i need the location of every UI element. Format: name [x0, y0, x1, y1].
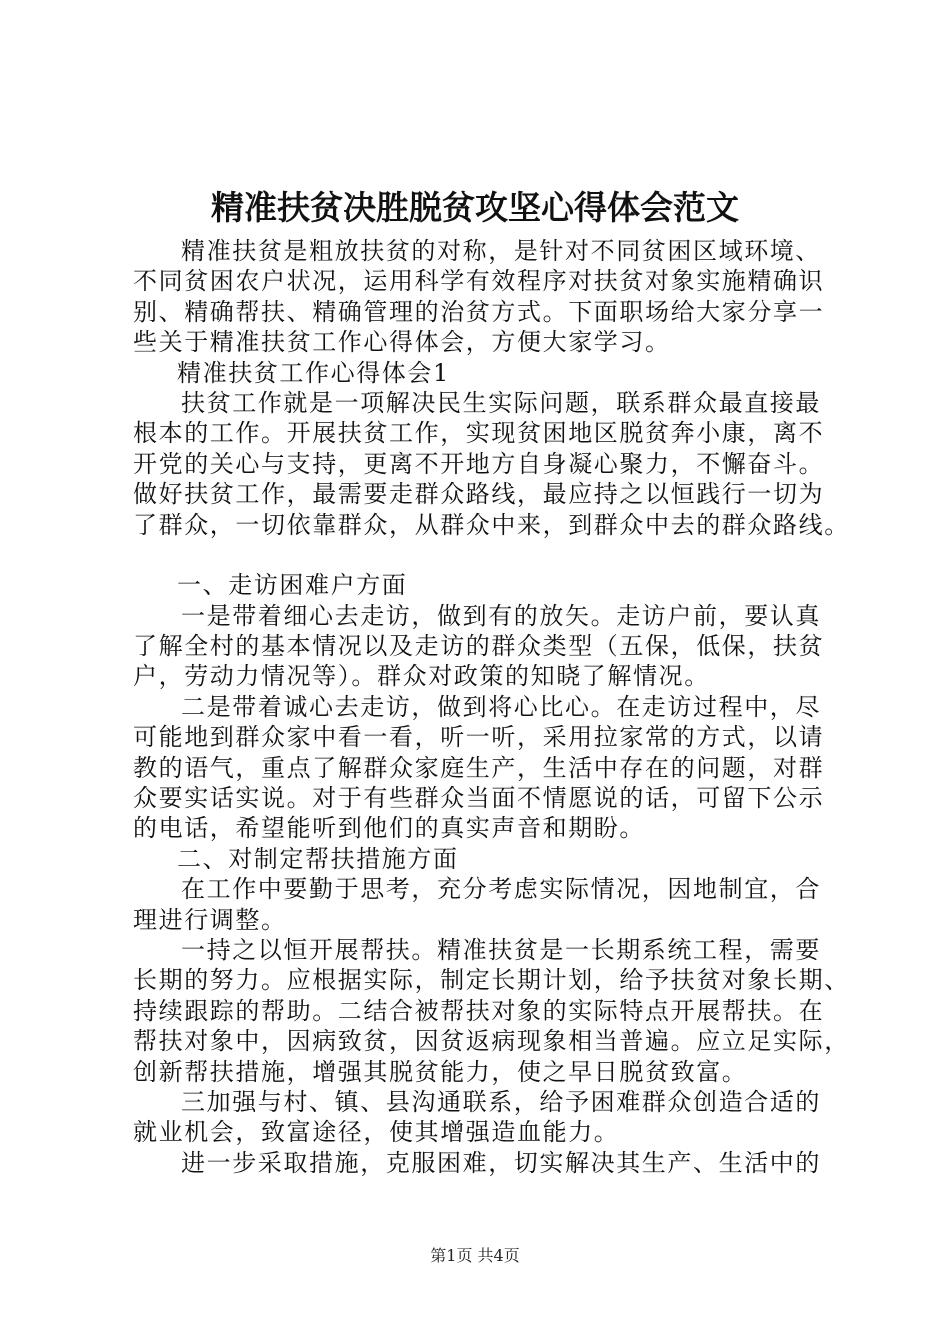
paragraph-line: 一是带着细心去走访，做到有的放矢。走访户前，要认真 [181, 601, 821, 630]
paragraph-line: 众要实话实说。对于有些群众当面不情愿说的话，可留下公示 [133, 784, 825, 813]
paragraph-line: 做好扶贫工作，最需要走群众路线，最应持之以恒践行一切为 [133, 480, 825, 509]
paragraph-line: 三加强与村、镇、县沟通联系，给予困难群众创造合适的 [181, 1087, 821, 1116]
paragraph-line: 长期的努力。应根据实际，制定长期计划，给予扶贫对象长期、 [133, 966, 850, 995]
section-heading: 一、走访困难户方面 [177, 571, 408, 600]
paragraph-line: 精准扶贫是粗放扶贫的对称，是针对不同贫困区域环境、 [181, 237, 821, 265]
paragraph-line: 创新帮扶措施，增强其脱贫能力，使之早日脱贫致富。 [133, 1057, 748, 1086]
paragraph-line: 了解全村的基本情况以及走访的群众类型（五保，低保，扶贫 [133, 632, 825, 661]
paragraph-line: 可能地到群众家中看一看，听一听，采用拉家常的方式，以请 [133, 723, 825, 752]
paragraph-line: 进一步采取措施，克服困难，切实解决其生产、生活中的 [181, 1148, 821, 1177]
page-number-footer: 第1页 共4页 [430, 1246, 520, 1265]
paragraph-line: 就业机会，致富途径，使其增强造血能力。 [133, 1118, 620, 1147]
paragraph-line: 的电话，希望能听到他们的真实声音和期盼。 [133, 814, 645, 843]
document-body [133, 236, 850, 1178]
document-title: 精准扶贫决胜脱贫攻坚心得体会范文 [211, 188, 739, 227]
paragraph-line: 根本的工作。开展扶贫工作，实现贫困地区脱贫奔小康，离不 [133, 419, 825, 448]
paragraph-line: 帮扶对象中，因病致贫，因贫返病现象相当普遍。应立足实际， [133, 1027, 850, 1056]
paragraph-line: 持续跟踪的帮助。二结合被帮扶对象的实际特点开展帮扶。在 [133, 996, 825, 1025]
paragraph-line: 了群众，一切依靠群众，从群众中来，到群众中去的群众路线。 [133, 510, 850, 539]
paragraph-line: 不同贫困农户状况，运用科学有效程序对扶贫对象实施精确识 [133, 267, 825, 296]
paragraph-line: 二是带着诚心去走访，做到将心比心。在走访过程中，尽 [181, 692, 821, 721]
paragraph-line: 开党的关心与支持，更离不开地方自身凝心聚力，不懈奋斗。 [133, 449, 825, 478]
paragraph-line: 扶贫工作就是一项解决民生实际问题，联系群众最直接最 [181, 388, 821, 417]
paragraph-line: 别、精确帮扶、精确管理的治贫方式。下面职场给大家分享一 [133, 297, 825, 326]
paragraph-line: 理进行调整。 [133, 905, 287, 934]
section-heading: 精准扶贫工作心得体会1 [177, 358, 450, 387]
paragraph-line: 些关于精准扶贫工作心得体会，方便大家学习。 [133, 328, 671, 357]
blank-line [133, 540, 833, 570]
paragraph-line: 教的语气，重点了解群众家庭生产，生活中存在的问题，对群 [133, 753, 825, 782]
section-heading: 二、对制定帮扶措施方面 [177, 844, 459, 873]
paragraph-line: 一持之以恒开展帮扶。精准扶贫是一长期系统工程，需要 [181, 935, 821, 964]
paragraph-line: 户，劳动力情况等）。群众对政策的知晓了解情况。 [133, 662, 710, 691]
paragraph-line: 在工作中要勤于思考，充分考虑实际情况，因地制宜，合 [181, 875, 821, 904]
